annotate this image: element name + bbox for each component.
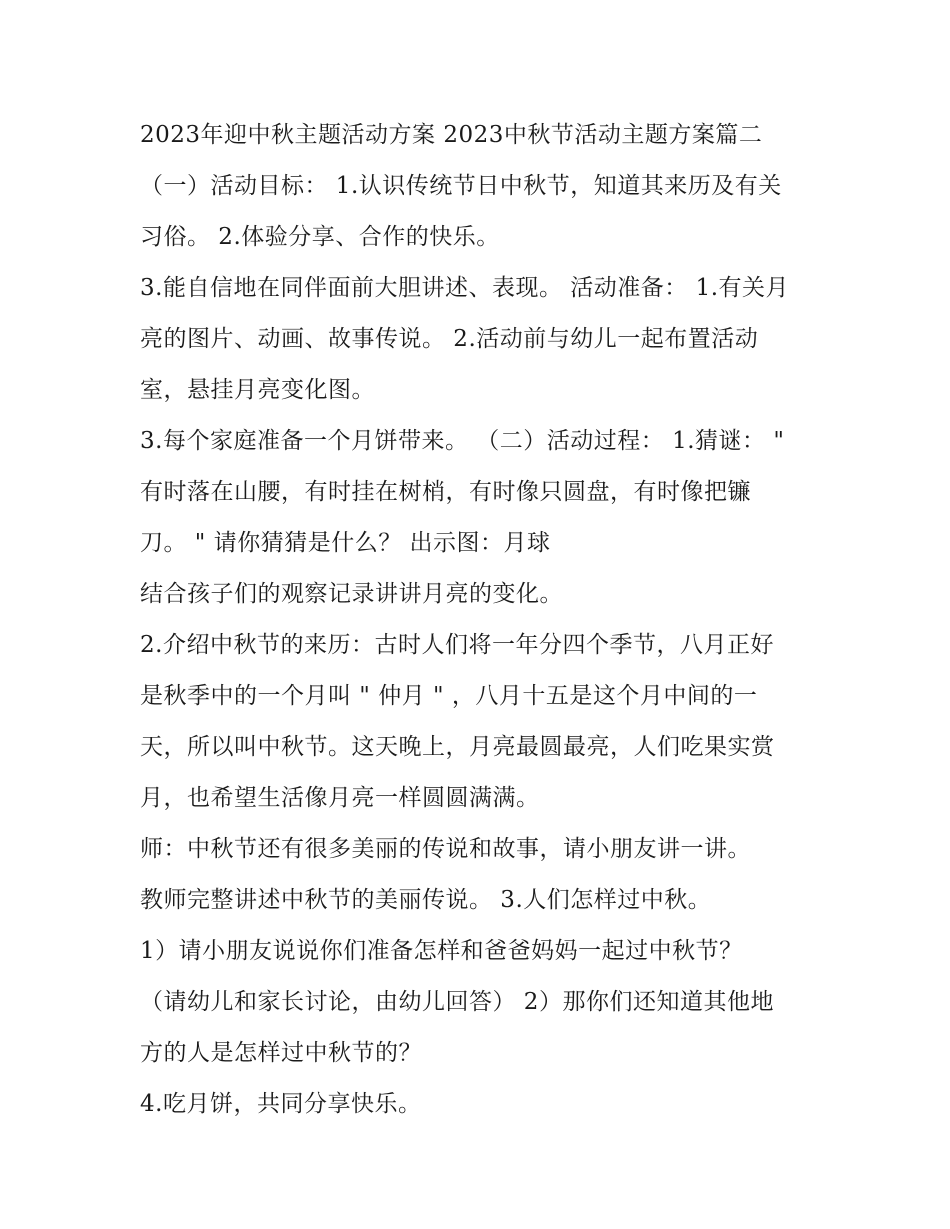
text-line: 亮的图片、动画、故事传说。 2.活动前与幼儿一起布置活动	[140, 326, 759, 352]
document-body	[140, 110, 840, 1130]
text-line: 习俗。 2.体验分享、合作的快乐。	[140, 224, 500, 250]
text-line: 是秋季中的一个月叫 " 仲月 " ，八月十五是这个月中间的一	[140, 683, 758, 709]
text-line: 天，所以叫中秋节。这天晚上，月亮最圆最亮，人们吃果实赏	[140, 734, 775, 760]
text-line: （请幼儿和家长讨论，由幼儿回答） 2）那你们还知道其他地	[140, 989, 774, 1015]
text-line: 月，也希望生活像月亮一样圆圆满满。	[140, 785, 540, 811]
text-line: 结合孩子们的观察记录讲讲月亮的变化。	[140, 581, 563, 607]
text-line: 2.介绍中秋节的来历：古时人们将一年分四个季节，八月正好	[140, 632, 774, 658]
text-line: 室，悬挂月亮变化图。	[140, 377, 375, 403]
text-line: 师：中秋节还有很多美丽的传说和故事，请小朋友讲一讲。	[140, 836, 751, 862]
text-line: 4.吃月饼，共同分享快乐。	[140, 1091, 422, 1117]
text-line: 3.每个家庭准备一个月饼带来。 （二）活动过程： 1.猜谜： "	[140, 428, 785, 454]
text-line: 有时落在山腰，有时挂在树梢，有时像只圆盘，有时像把镰	[140, 479, 751, 505]
text-line: 教师完整讲述中秋节的美丽传说。 3.人们怎样过中秋。	[140, 887, 712, 913]
text-line: （一）活动目标： 1.认识传统节日中秋节，知道其来历及有关	[140, 173, 782, 199]
text-line: 3.能自信地在同伴面前大胆讲述、表现。 活动准备： 1.有关月	[140, 275, 790, 301]
document-title-line: 2023年迎中秋主题活动方案 2023中秋节活动主题方案篇二	[140, 122, 763, 148]
text-line: 刀。 " 请你猜猜是什么？ 出示图：月球	[140, 530, 551, 556]
text-line: 方的人是怎样过中秋节的？	[140, 1040, 422, 1066]
text-line: 1）请小朋友说说你们准备怎样和爸爸妈妈一起过中秋节？	[140, 938, 743, 964]
